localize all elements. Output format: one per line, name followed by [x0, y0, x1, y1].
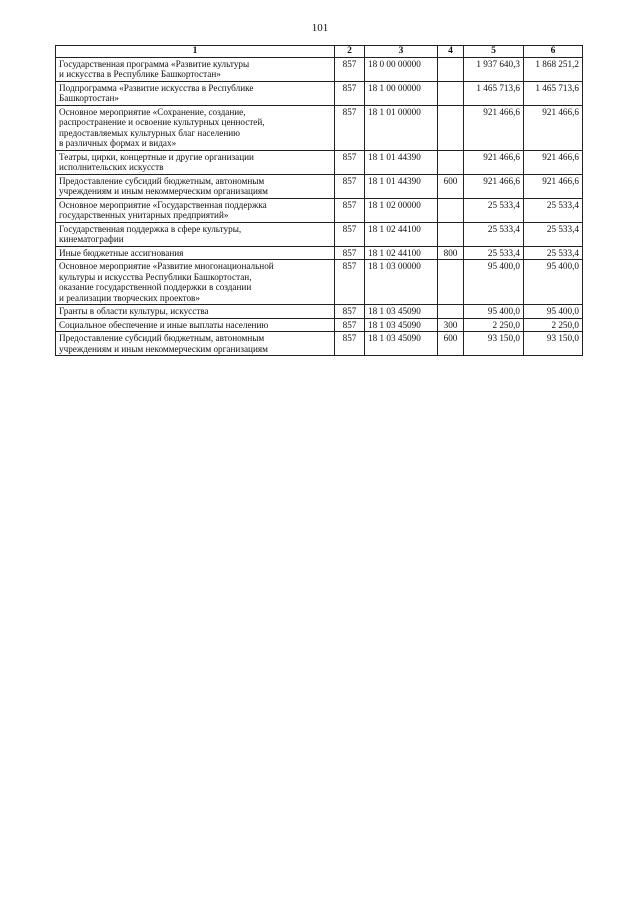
header-col-6: 6: [524, 46, 583, 58]
table-row: [56, 198, 583, 222]
row-name-line: распространение и освоение культурных ценностей,: [59, 117, 265, 127]
table-row: [56, 150, 583, 174]
row-name-cell: [56, 260, 335, 305]
row-name-line: Театры, цирки, концертные и другие организации: [59, 151, 254, 162]
amount-year1-cell: 921 466,6: [464, 105, 524, 150]
row-name-line: Основное мероприятие «Сохранение, создание,: [59, 106, 246, 117]
row-name-line: оказание государственной поддержки в создании: [59, 282, 252, 292]
expense-type-cell: [438, 305, 464, 319]
ministry-code-cell: 857: [335, 174, 365, 198]
row-name-line: Иные бюджетные ассигнования: [59, 247, 184, 258]
budget-table: [55, 45, 583, 356]
row-name-line: в различных формах и видах»: [59, 138, 177, 148]
table-row: [56, 57, 583, 81]
header-col-5: 5: [464, 46, 524, 58]
target-article-cell: 18 1 01 44390: [365, 150, 438, 174]
amount-year1-cell: 921 466,6: [464, 150, 524, 174]
expense-type-cell: 600: [438, 174, 464, 198]
table-row: [56, 81, 583, 105]
table-row: [56, 305, 583, 319]
row-name-line: Основное мероприятие «Развитие многонациональной: [59, 261, 274, 271]
table-row: [56, 246, 583, 260]
amount-year1-cell: 1 937 640,3: [464, 57, 524, 81]
ministry-code-cell: 857: [335, 305, 365, 319]
ministry-code-cell: 857: [335, 332, 365, 356]
header-col-1: 1: [56, 46, 335, 58]
target-article-cell: 18 1 02 44100: [365, 246, 438, 260]
amount-year1-cell: 1 465 713,6: [464, 81, 524, 105]
table-header-row: [56, 46, 583, 58]
row-name-cell: [56, 174, 335, 198]
row-name-line: учреждениям и иным некоммерческим организациям: [59, 186, 268, 196]
target-article-cell: 18 1 00 00000: [365, 81, 438, 105]
row-name-cell: [56, 81, 335, 105]
target-article-cell: 18 1 01 00000: [365, 105, 438, 150]
table-body: [56, 57, 583, 356]
target-article-cell: 18 1 02 00000: [365, 198, 438, 222]
amount-year1-cell: 25 533,4: [464, 198, 524, 222]
header-col-3: 3: [365, 46, 438, 58]
amount-year1-cell: 921 466,6: [464, 174, 524, 198]
row-name-line: учреждениям и иным некоммерческим организациям: [59, 343, 268, 354]
row-name-cell: [56, 198, 335, 222]
amount-year2-cell: 2 250,0: [524, 318, 583, 332]
row-name-line: государственных унитарных предприятий»: [59, 210, 229, 220]
row-name-line: Предоставление субсидий бюджетным, автономным: [59, 175, 265, 186]
amount-year2-cell: 1 465 713,6: [524, 81, 583, 105]
row-name-line: Гранты в области культуры, искусства: [59, 306, 209, 316]
expense-type-cell: [438, 260, 464, 305]
table-row: [56, 105, 583, 150]
ministry-code-cell: 857: [335, 105, 365, 150]
ministry-code-cell: 857: [335, 81, 365, 105]
amount-year1-cell: 25 533,4: [464, 246, 524, 260]
amount-year1-cell: 25 533,4: [464, 222, 524, 246]
expense-type-cell: [438, 57, 464, 81]
amount-year1-cell: 93 150,0: [464, 332, 524, 356]
amount-year2-cell: 25 533,4: [524, 198, 583, 222]
amount-year1-cell: 2 250,0: [464, 318, 524, 332]
row-name-cell: [56, 305, 335, 319]
expense-type-cell: [438, 105, 464, 150]
row-name-cell: [56, 332, 335, 356]
target-article-cell: 18 1 01 44390: [365, 174, 438, 198]
table-row: [56, 332, 583, 356]
ministry-code-cell: 857: [335, 150, 365, 174]
amount-year2-cell: 921 466,6: [524, 174, 583, 198]
expense-type-cell: 800: [438, 246, 464, 260]
target-article-cell: 18 1 03 45090: [365, 318, 438, 332]
row-name-line: и реализации творческих проектов»: [59, 292, 200, 303]
table-row: [56, 222, 583, 246]
expense-type-cell: [438, 222, 464, 246]
row-name-cell: [56, 222, 335, 246]
ministry-code-cell: 857: [335, 57, 365, 81]
row-name-line: предоставляемых культурных благ населению: [59, 127, 241, 138]
row-name-line: Башкортостан»: [59, 93, 120, 103]
expense-type-cell: [438, 198, 464, 222]
amount-year1-cell: 95 400,0: [464, 305, 524, 319]
target-article-cell: 18 1 03 45090: [365, 305, 438, 319]
row-name-line: кинематографии: [59, 234, 124, 244]
amount-year2-cell: 25 533,4: [524, 222, 583, 246]
table-row: [56, 174, 583, 198]
ministry-code-cell: 857: [335, 260, 365, 305]
amount-year2-cell: 921 466,6: [524, 105, 583, 150]
amount-year1-cell: 95 400,0: [464, 260, 524, 305]
ministry-code-cell: 857: [335, 318, 365, 332]
amount-year2-cell: 95 400,0: [524, 305, 583, 319]
row-name-line: Социальное обеспечение и иные выплаты населению: [59, 319, 269, 330]
row-name-cell: [56, 105, 335, 150]
row-name-cell: [56, 57, 335, 81]
row-name-line: и искусства в Республике Башкортостан»: [59, 69, 221, 79]
expense-type-cell: 300: [438, 318, 464, 332]
row-name-cell: [56, 150, 335, 174]
row-name-cell: [56, 246, 335, 260]
target-article-cell: 18 0 00 00000: [365, 57, 438, 81]
table-row: [56, 318, 583, 332]
ministry-code-cell: 857: [335, 246, 365, 260]
table-row: [56, 260, 583, 305]
amount-year2-cell: 25 533,4: [524, 246, 583, 260]
ministry-code-cell: 857: [335, 222, 365, 246]
page-number: 101: [311, 22, 329, 34]
amount-year2-cell: 95 400,0: [524, 260, 583, 305]
target-article-cell: 18 1 02 44100: [365, 222, 438, 246]
header-col-4: 4: [438, 46, 464, 58]
row-name-line: Государственная поддержка в сфере культуры,: [59, 223, 242, 234]
expense-type-cell: 600: [438, 332, 464, 356]
target-article-cell: 18 1 03 00000: [365, 260, 438, 305]
amount-year2-cell: 921 466,6: [524, 150, 583, 174]
row-name-line: Предоставление субсидий бюджетным, автономным: [59, 333, 265, 343]
row-name-line: Государственная программа «Развитие культуры: [59, 58, 250, 69]
ministry-code-cell: 857: [335, 198, 365, 222]
row-name-line: культуры и искусства Республики Башкортостан,: [59, 271, 252, 282]
expense-type-cell: [438, 81, 464, 105]
row-name-line: Подпрограмма «Развитие искусства в Республике: [59, 82, 254, 93]
amount-year2-cell: 1 868 251,2: [524, 57, 583, 81]
amount-year2-cell: 93 150,0: [524, 332, 583, 356]
target-article-cell: 18 1 03 45090: [365, 332, 438, 356]
expense-type-cell: [438, 150, 464, 174]
row-name-line: Основное мероприятие «Государственная поддержка: [59, 199, 267, 210]
header-col-2: 2: [335, 46, 365, 58]
row-name-cell: [56, 318, 335, 332]
row-name-line: исполнительских искусств: [59, 162, 164, 172]
